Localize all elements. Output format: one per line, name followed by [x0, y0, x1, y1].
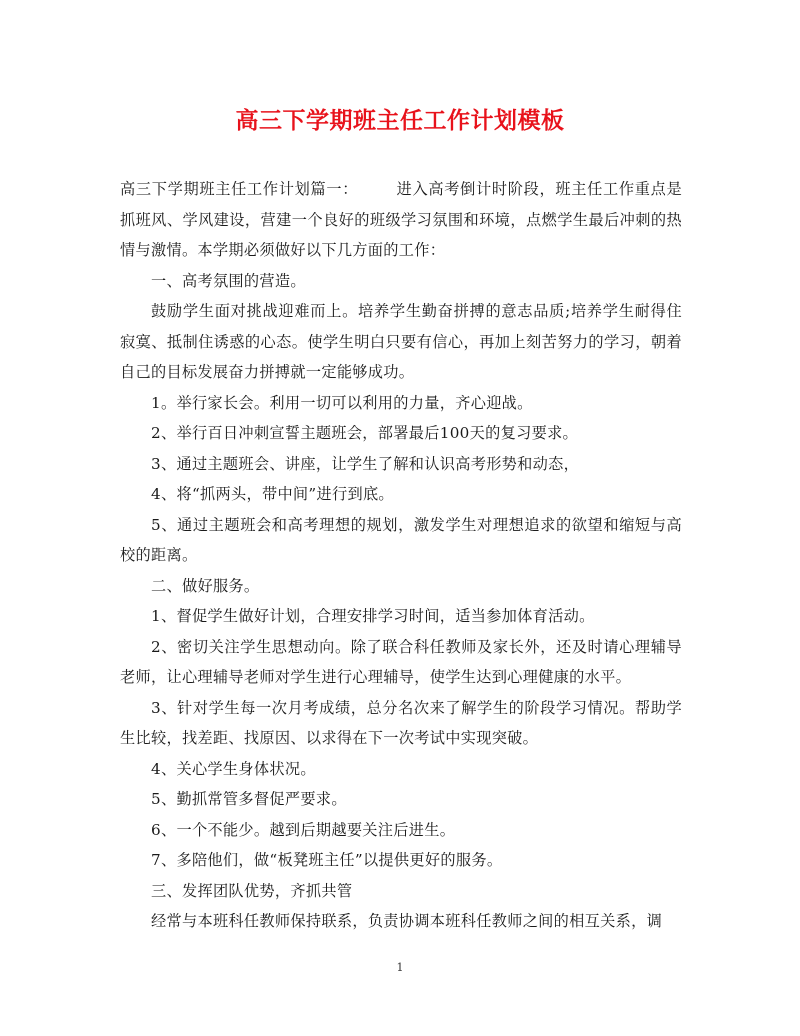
list-item: 3、针对学生每一次月考成绩，总分名次来了解学生的阶段学习情况。帮助学生比较，找差距、找原因、以求得在下一次考试中实现突破。: [120, 698, 682, 747]
intro-paragraph: [120, 174, 682, 266]
list-item: 5、勤抓常管多督促严要求。: [151, 790, 347, 808]
document-title: 高三下学期班主任工作计划模板: [235, 107, 565, 134]
document-body: [120, 174, 682, 937]
list-item: 6、一个不能少。越到后期越要关注后进生。: [151, 820, 456, 839]
list-item: 2、举行百日冲刺宣誓主题班会，部署最后100天的复习要求。: [151, 424, 579, 442]
list-item: 5、通过主题班会和高考理想的规划，激发学生对理想追求的欲望和缩短与高校的距离。: [120, 515, 682, 564]
list-item: 4、关心学生身体状况。: [151, 759, 316, 778]
list-item: 4、将“抓两头，带中间”进行到底。: [151, 485, 394, 503]
list-item: 1、督促学生做好计划，合理安排学习时间，适当参加体育活动。: [151, 607, 595, 625]
list-item: 2、密切关注学生思想动向。除了联合科任教师及家长外，还及时请心理辅导老师，让心理辅导老师对学生进行心理辅导，使学生达到心理健康的水平。: [120, 637, 682, 686]
intro-label: 高三下学期班主任工作计划篇一：: [120, 180, 359, 198]
section-heading: 一、高考氛围的营造。: [151, 271, 306, 290]
intro-text: 进入高考倒计时阶段，班主任工作重点是抓班风、学风建设，营建一个良好的班级学习氛围和环境，点燃学生最后冲刺的热情与激情。本学期必须做好以下几方面的工作：: [120, 180, 683, 259]
list-item: 1。举行家长会。利用一切可以利用的力量，齐心迎战。: [151, 393, 533, 412]
list-item: 7、多陪他们，做“板凳班主任”以提供更好的服务。: [151, 851, 503, 869]
list-item: 3、通过主题班会、讲座，让学生了解和认识高考形势和动态，: [151, 454, 580, 473]
page-number: 1: [396, 961, 404, 974]
section-heading: 三、发挥团队优势，齐抓共管: [151, 881, 353, 900]
section-heading: 二、做好服务。: [151, 576, 260, 595]
body-paragraph: 鼓励学生面对挑战迎难而上。培养学生勤奋拼搏的意志品质;培养学生耐得住寂寞、抵制住诱惑的心态。使学生明白只要有信心，再加上刻苦努力的学习，朝着自己的目标发展奋力拼搏就一定能够成功。: [120, 302, 682, 381]
body-paragraph: 经常与本班科任教师保持联系，负责协调本班科任教师之间的相互关系，调: [151, 912, 663, 930]
